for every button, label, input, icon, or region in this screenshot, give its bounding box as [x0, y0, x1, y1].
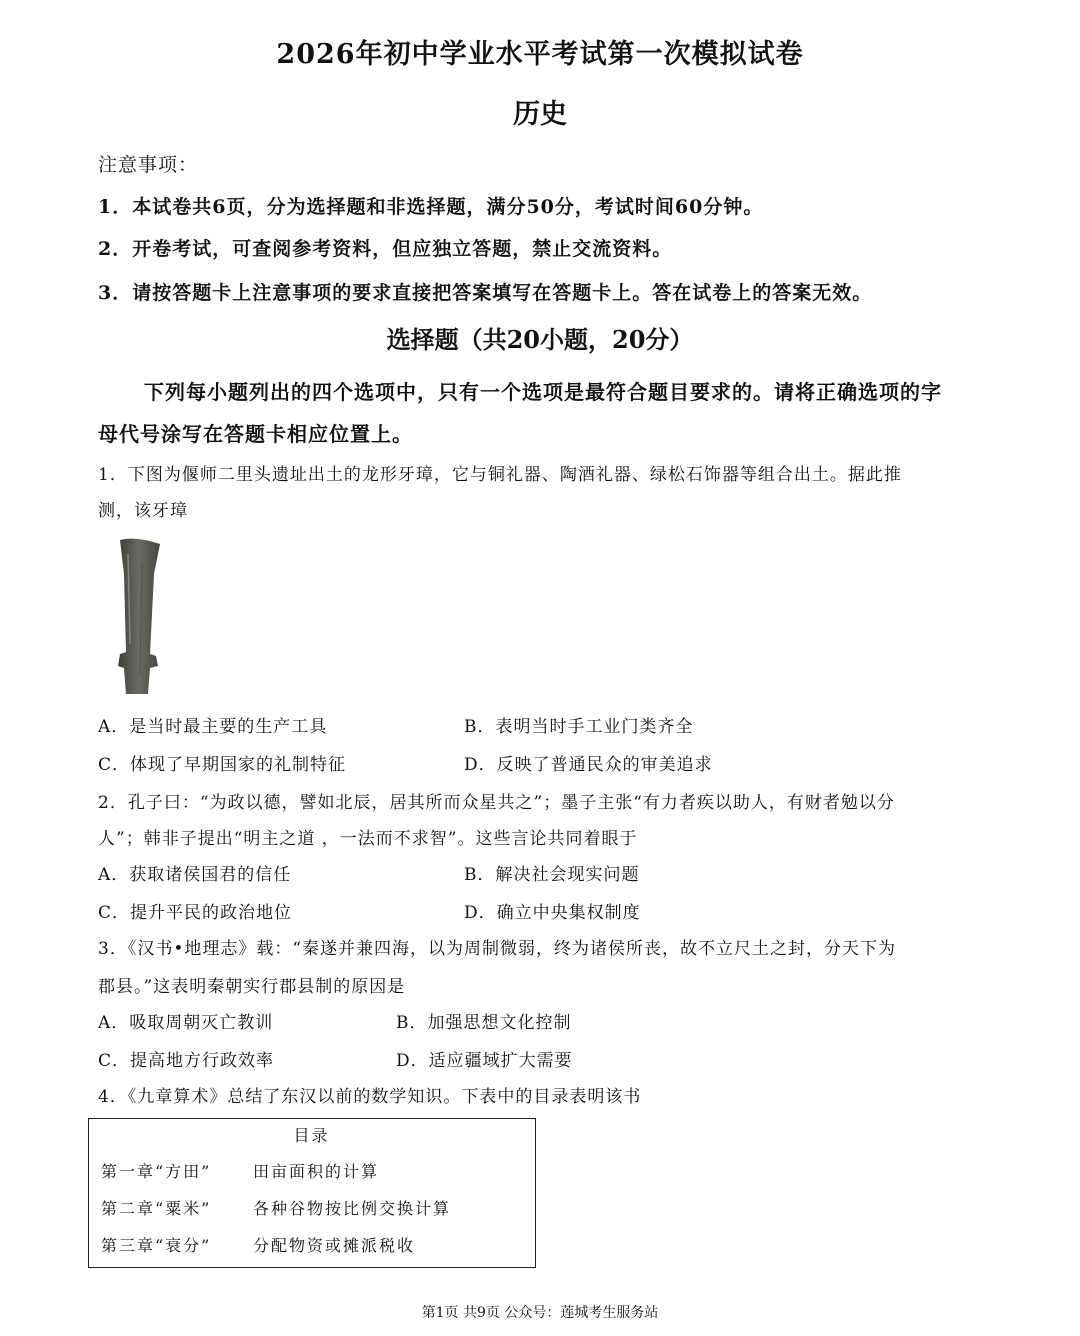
section-title: 选择题（共20小题，20分） — [386, 325, 694, 354]
question-3-stem-line2: 郡县。”这表明秦朝实行郡县制的原因是 — [98, 977, 406, 997]
question-1-option-b: B．表明当时手工业门类齐全 — [464, 717, 694, 737]
question-2-stem-line2: 人”；韩非子提出“明主之道 ，一法而不求智”。这些言论共同着眼于 — [98, 829, 638, 849]
question-4-stem: 4．《九章算术》总结了东汉以前的数学知识。下表中的目录表明该书 — [98, 1087, 642, 1107]
toc-row-2-desc: 各种谷物按比例交换计算 — [253, 1199, 452, 1218]
table-of-contents-box — [88, 1118, 536, 1268]
question-3-option-b: B．加强思想文化控制 — [396, 1013, 572, 1033]
page-footer: 第1页 共9页 公众号：莲城考生服务站 — [421, 1305, 659, 1321]
question-1-stem-line2: 测，该牙璋 — [98, 501, 188, 521]
question-2-option-d: D．确立中央集权制度 — [464, 903, 641, 923]
question-1-option-a: A．是当时最主要的生产工具 — [98, 717, 328, 737]
question-3-option-a: A．吸取周朝灭亡教训 — [98, 1013, 274, 1033]
question-1-stem-line1: 1．下图为偃师二里头遗址出土的龙形牙璋，它与铜礼器、陶酒礼器、绿松石饰器等组合出土。据此推 — [98, 465, 902, 485]
question-1-option-d: D．反映了普通民众的审美追求 — [464, 755, 713, 775]
section-intro-line2: 母代号涂写在答题卡相应位置上。 — [98, 422, 413, 446]
toc-row-3-desc: 分配物资或摊派税收 — [253, 1236, 416, 1255]
notice-heading: 注意事项： — [98, 154, 199, 176]
toc-row-2-chapter: 第二章“粟米” — [101, 1199, 212, 1218]
notice-item-2: 2．开卷考试，可查阅参考资料，但应独立答题，禁止交流资料。 — [98, 238, 673, 260]
exam-title: 2026年初中学业水平考试第一次模拟试卷 — [276, 39, 804, 70]
question-3-option-c: C．提高地方行政效率 — [98, 1051, 275, 1071]
question-2-option-b: B．解决社会现实问题 — [464, 865, 640, 885]
section-intro-line1: 下列每小题列出的四个选项中，只有一个选项是最符合题目要求的。请将正确选项的字 — [144, 380, 942, 404]
toc-row-1-desc: 田亩面积的计算 — [253, 1162, 380, 1181]
yazhang-artifact-image — [116, 534, 162, 696]
question-2-option-a: A．获取诸侯国君的信任 — [98, 865, 292, 885]
toc-row-1-chapter: 第一章“方田” — [101, 1162, 212, 1181]
question-3-option-d: D．适应疆域扩大需要 — [396, 1051, 573, 1071]
toc-heading: 目录 — [293, 1126, 330, 1145]
question-1-option-c: C．体现了早期国家的礼制特征 — [98, 755, 347, 775]
question-3-stem-line1: 3．《汉书•地理志》载：“秦遂并兼四海，以为周制微弱，终为诸侯所丧，故不立尺土之封，分天下为 — [98, 939, 897, 959]
subject-title: 历史 — [513, 99, 567, 130]
question-2-stem-line1: 2．孔子曰：“为政以德，譬如北辰，居其所而众星共之”；墨子主张“有力者疾以助人，有财者勉以分 — [98, 793, 895, 813]
toc-row-3-chapter: 第三章“衰分” — [101, 1236, 212, 1255]
question-2-option-c: C．提升平民的政治地位 — [98, 903, 293, 923]
notice-item-3: 3．请按答题卡上注意事项的要求直接把答案填写在答题卡上。答在试卷上的答案无效。 — [98, 282, 873, 304]
notice-item-1: 1．本试卷共6页，分为选择题和非选择题，满分50分，考试时间60分钟。 — [98, 196, 764, 218]
